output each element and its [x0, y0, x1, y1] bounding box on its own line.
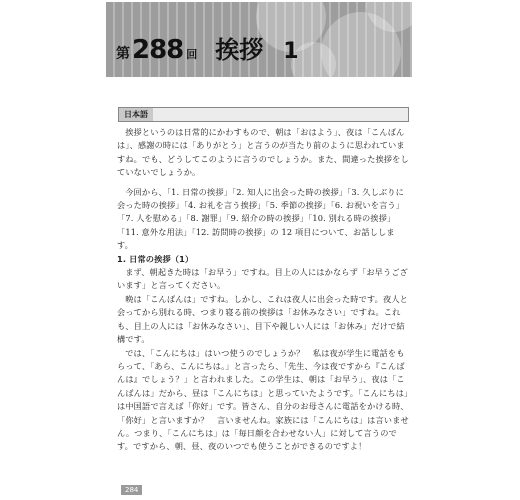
section-label-box [118, 107, 409, 122]
chapter-banner [106, 2, 412, 77]
episode-suffix: 回 [186, 48, 198, 61]
episode-number: 288 [132, 35, 184, 65]
body-paragraph: では、「こんにちは」はいつ使うのでしょうか？ 私は夜が学生に電話をもらって、「あら、こんにちは。」と言ったら、「先生、今は夜ですから『こんばんは』でしょう？」と言われました。この学生は、朝は「お早う」、夜は「こんばんは」だから、昼は「こんにちは」と思っていたようです。「こんにちは」は中国語で言えば「你好」です。皆さん、自分のお母さんに電話をかける時、「你好」と言いますか？ 言いませんね。家族には「こんにちは」は言いません。つまり、「こんにちは」は「毎日顔を合わせない人」に対して言うのです。ですから、朝、昼、夜のいつでも使うことができるのですよ！ [117, 347, 409, 452]
subheading: 1. 日常の挨拶（1） [117, 253, 194, 264]
body-text [117, 126, 409, 454]
episode-prefix: 第 [116, 46, 130, 62]
body-paragraph: 晩は「こんばんは」ですね。しかし、これは夜人に出会った時です。夜人と会ってから別れる時、つまり寝る前の挨拶は「お休みなさい」ですね。これも、目上の人には「お休みなさい」、目下や親しい人には「お休み」だけで結構です。 [117, 293, 409, 345]
chapter-title: 挨拶 [215, 36, 264, 64]
chapter-title-number: 1 [283, 39, 299, 64]
topics-paragraph: 今回から、「1. 日常の挨拶」「2. 知人に出会った時の挨拶」「3. 久しぶりに会った時の挨拶」「4. お礼を言う挨拶」「5. 季節の挨拶」「6. お祝いを言う」「7. 人を慰める」「8. 謝罪」「9. 紹介の時の挨拶」「10. 別れる時の挨拶」「11. 意外な用法」「12. 訪問時の挨拶」の 12 項目について、お話しします。 [117, 186, 405, 251]
page-number: 284 [121, 485, 142, 495]
chapter-heading [116, 30, 299, 65]
section-label: 日本語 [119, 108, 153, 121]
intro-paragraph: 挨拶というのは日常的にかわすもので、朝は「おはよう」、夜は「こんばんは」、感謝の時には「ありがとう」と言うのが当たり前のように思われていますね。でも、どうしてこのように言うのでしょうか。また、間違った挨拶をしていないでしょうか。 [117, 127, 409, 178]
body-paragraph: まず、朝起きた時は「お早う」ですね。目上の人にはかならず「お早うございます」と言ってください。 [117, 267, 409, 291]
